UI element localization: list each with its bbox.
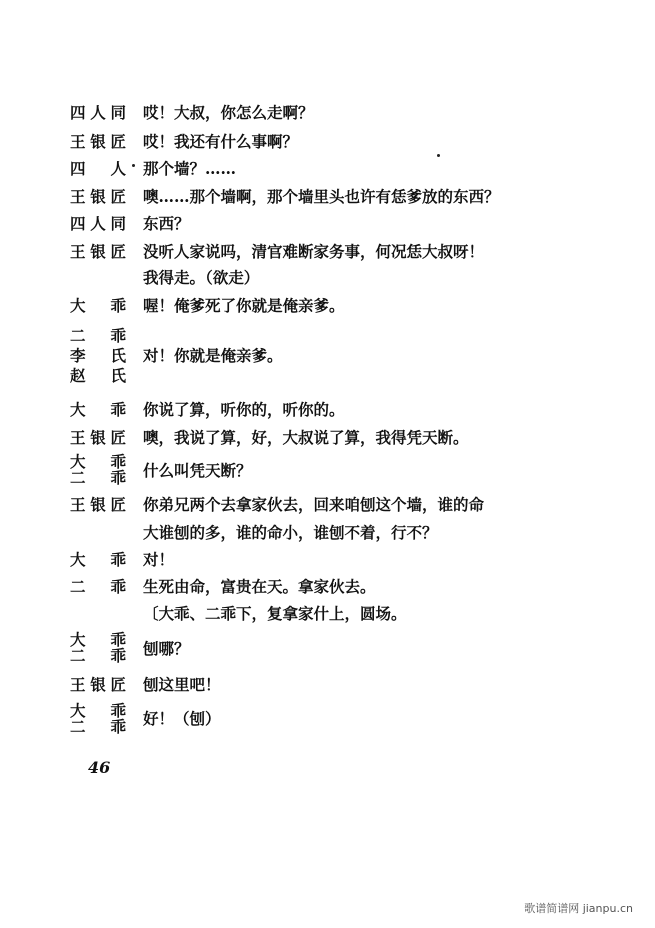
dialogue-text: 东西？: [143, 214, 190, 233]
speaker-label: 二 乖: [70, 717, 126, 736]
speaker-group: [70, 632, 126, 664]
scan-speck: [437, 154, 440, 157]
speaker-label: 二 乖: [70, 577, 126, 596]
speaker-label: 赵 氏: [70, 366, 126, 385]
speaker-label: 二 乖: [70, 326, 126, 345]
speaker-label: 四人同: [70, 103, 126, 122]
dialogue-text: 好！（刨）: [143, 709, 221, 728]
speaker-label: 王银匠: [70, 132, 126, 151]
dialogue-text: 噢……那个墙啊，那个墙里头也许有恁爹放的东西？: [143, 187, 500, 206]
speaker-group: [70, 454, 126, 486]
speaker-label: 大 乖: [70, 701, 126, 720]
dialogue-text: 刨哪？: [143, 639, 190, 658]
speaker-label: 大 乖: [70, 452, 126, 471]
dialogue-text: 你弟兄两个去拿家伙去，回来咱刨这个墙，谁的命: [143, 495, 485, 514]
dialogue-text: 你说了算，听你的，听你的。: [143, 400, 345, 419]
dialogue-text: 哎！我还有什么事啊？: [143, 132, 299, 151]
speaker-label: 王银匠: [70, 675, 126, 694]
speaker-label: 大 乖: [70, 400, 126, 419]
dialogue-text: 没听人家说吗，清官难断家务事，何况恁大叔呀！: [143, 242, 485, 261]
speaker-label: 王银匠: [70, 495, 126, 514]
dialogue-text: 对！你就是俺亲爹。: [143, 346, 283, 365]
dialogue-text: 生死由命，富贵在天。拿家伙去。: [143, 577, 376, 596]
dialogue-text: 刨这里吧！: [143, 675, 221, 694]
speaker-label: 大 乖: [70, 296, 126, 315]
speaker-group: [70, 703, 126, 735]
speaker-label: 大 乖: [70, 630, 126, 649]
dialogue-text: 哎！大叔，你怎么走啊？: [143, 103, 314, 122]
page-number: 46: [88, 758, 111, 777]
watermark-text: 歌谱简谱网 jianpu.cn: [524, 902, 633, 915]
speaker-group: [70, 326, 126, 386]
dialogue-text: 喔！俺爹死了你就是俺亲爹。: [143, 296, 345, 315]
stage-direction: 〔大乖、二乖下，复拿家什上，圆场。: [143, 604, 407, 623]
dialogue-text: 噢，我说了算，好，大叔说了算，我得凭天断。: [143, 428, 469, 447]
dialogue-text: 那个墙？……: [143, 159, 237, 178]
dialogue-text: 大谁刨的多，谁的命小，谁刨不着，行不？: [143, 523, 438, 542]
dialogue-text: 什么叫凭天断？: [143, 461, 252, 480]
speaker-label: 李 氏: [70, 346, 126, 365]
dialogue-text: 我得走。（欲走）: [143, 268, 260, 287]
speaker-label: 王银匠: [70, 187, 126, 206]
speaker-label: 四 人: [70, 159, 126, 178]
speaker-label: 二 乖: [70, 468, 126, 487]
speaker-label: 大 乖: [70, 550, 126, 569]
speaker-label: 王银匠: [70, 428, 126, 447]
scan-speck: [132, 164, 135, 167]
speaker-label: 王银匠: [70, 242, 126, 261]
speaker-label: 四人同: [70, 214, 126, 233]
speaker-label: 二 乖: [70, 646, 126, 665]
dialogue-text: 对！: [143, 550, 175, 569]
